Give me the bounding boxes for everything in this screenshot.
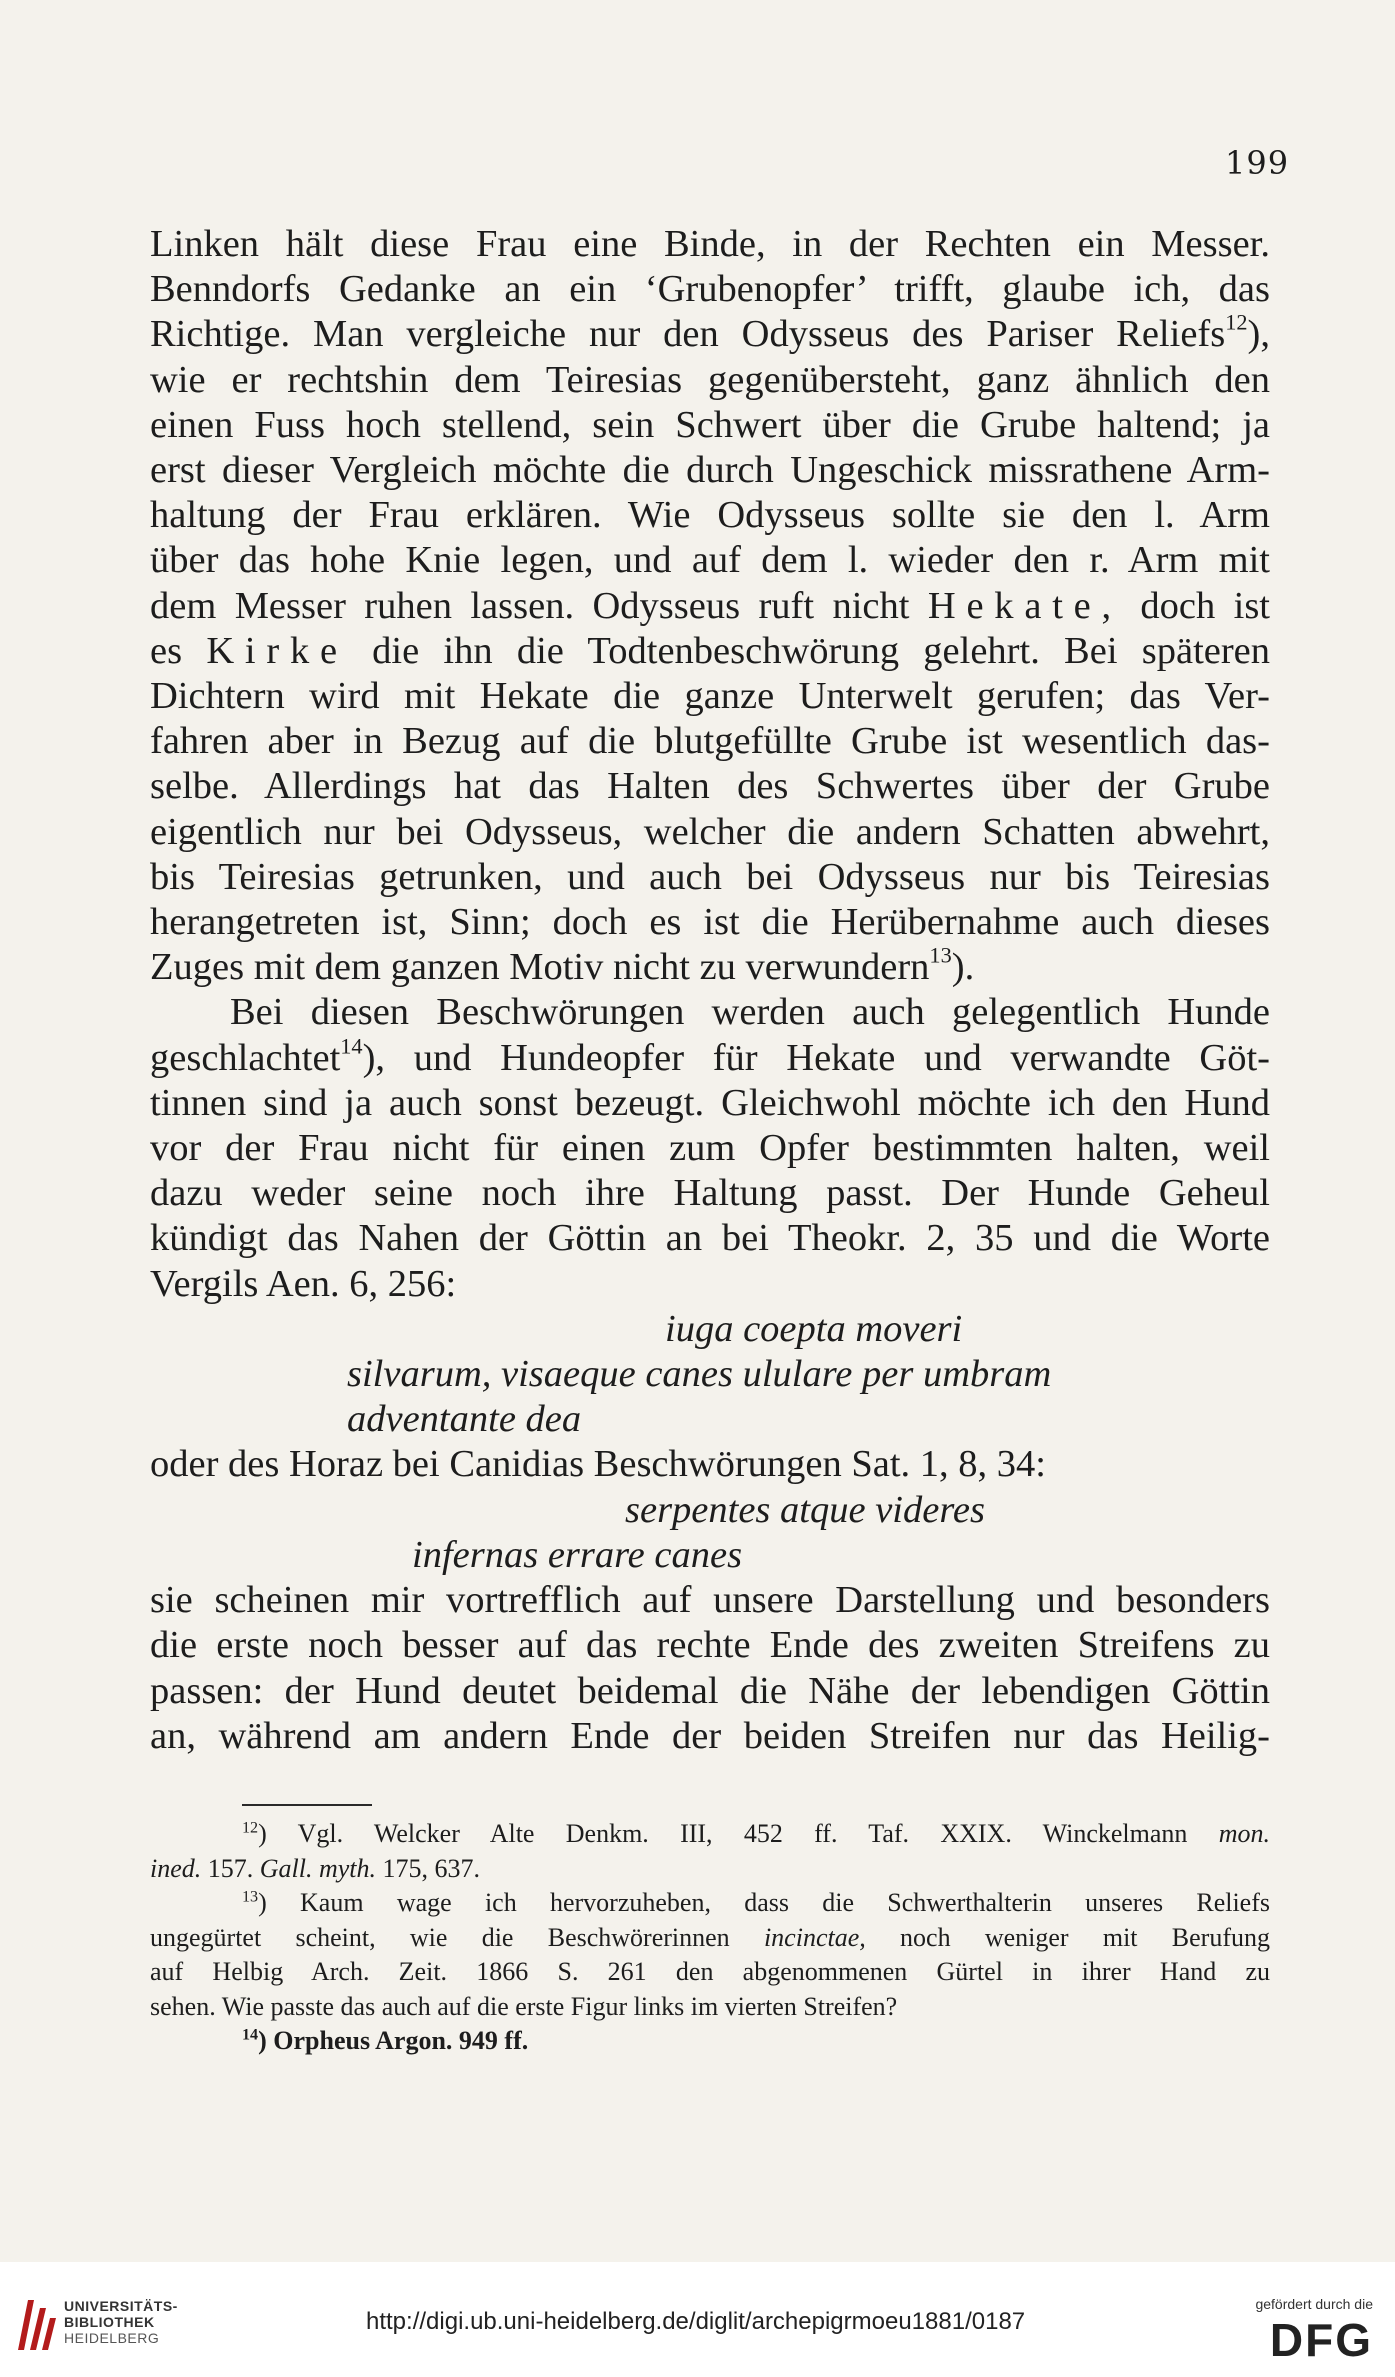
text-line: über das hohe Knie legen, und auf dem l. wieder den r. Arm mit xyxy=(150,539,1270,582)
text-line: dem Messer ruhen lassen. Odysseus ruft nicht Hekate, doch ist xyxy=(150,584,1270,627)
text-line: Dichtern wird mit Hekate die ganze Unterwelt gerufen; das Ver- xyxy=(150,675,1270,718)
text-line: selbe. Allerdings hat das Halten des Schwertes über der Grube xyxy=(150,765,1270,808)
text-line: passen: der Hund deutet beidemal die Nähe der lebendigen Göttin xyxy=(150,1669,1270,1712)
text-line: herangetreten ist, Sinn; doch es ist die Herübernahme auch dieses xyxy=(150,901,1270,944)
text-line: Vergils Aen. 6, 256: xyxy=(150,1262,457,1305)
university-library-logo-icon xyxy=(14,2294,58,2354)
verse-line: silvarum, visaeque canes ululare per umbram xyxy=(347,1353,1052,1396)
spaced-name-hekate: Hekate, xyxy=(927,584,1122,627)
text-line: bis Teiresias getrunken, und auch bei Odysseus nur bis Teiresias xyxy=(150,855,1270,898)
funder-caption: gefördert durch die xyxy=(1255,2296,1373,2312)
text-line: die erste noch besser auf das rechte Ende des zweiten Streifens zu xyxy=(150,1624,1270,1667)
footnote-14: $^{14}$) Orpheus Argon. 949 ff. xyxy=(242,2026,529,2055)
text-line: vor der Frau nicht für einen zum Opfer bestimmten halten, weil xyxy=(150,1127,1270,1170)
text-line: haltung der Frau erklären. Wie Odysseus sollte sie den l. Arm xyxy=(150,494,1270,537)
text-line: an, während am andern Ende der beiden Streifen nur das Heilig- xyxy=(150,1714,1270,1757)
verse-line: serpentes atque videres xyxy=(625,1488,985,1531)
page-number: 199 xyxy=(1225,144,1290,182)
text-line: tinnen sind ja auch sonst bezeugt. Gleichwohl möchte ich den Hund xyxy=(150,1081,1270,1124)
text-line: einen Fuss hoch stellend, sein Schwert über die Grube haltend; ja xyxy=(150,403,1270,446)
text-line: Bei diesen Beschwörungen werden auch gelegentlich Hunde xyxy=(230,991,1270,1034)
text-line: fahren aber in Bezug auf die blutgefüllte Grube ist wesentlich das- xyxy=(150,720,1270,763)
text-line: Zuges mit dem ganzen Motiv nicht zu verwundern$^{13}$). xyxy=(150,942,975,989)
footnote-line: ungegürtet scheint, wie die Beschwörerinnen incinctae, noch weniger mit Berufung xyxy=(150,1922,1271,1952)
dfg-logo: DFG xyxy=(1269,2314,1373,2366)
footnotes xyxy=(150,1817,1270,2059)
text-line: Richtige. Man vergleiche nur den Odysseus des Pariser Reliefs$^{12}$), xyxy=(150,309,1270,356)
main-text xyxy=(150,222,1270,1759)
footnote-line: auf Helbig Arch. Zeit. 1866 S. 261 den abgenommenen Gürtel in ihrer Hand zu xyxy=(150,1957,1270,1986)
text-line: geschlachtet$^{14}$), und Hundeopfer für Hekate und verwandte Göt- xyxy=(150,1032,1270,1079)
text-line: oder des Horaz bei Canidias Beschwörungen Sat. 1, 8, 34: xyxy=(150,1443,1046,1486)
footnote-ref-12: 12 xyxy=(1225,309,1248,335)
footnote-13: $^{13}$) Kaum wage ich hervorzuheben, dass die Schwerthalterin unseres Reliefs xyxy=(242,1888,1270,1917)
footnote-line: sehen. Wie passte das auch auf die erste Figur links im vierten Streifen? xyxy=(150,1991,898,2021)
text-line: Linken hält diese Frau eine Binde, in der Rechten ein Messer. xyxy=(150,223,1270,265)
text-line: sie scheinen mir vortrefflich auf unsere Darstellung und besonders xyxy=(150,1579,1270,1622)
footnote-line: ined. 157. Gall. myth. 175, 637. xyxy=(150,1853,481,1883)
verse-line: infernas errare canes xyxy=(412,1533,743,1576)
text-line: Benndorfs Gedanke an ein ‘Grubenopfer’ trifft, glaube ich, das xyxy=(150,268,1270,311)
text-line: dazu weder seine noch ihre Haltung passt. Der Hunde Geheul xyxy=(150,1172,1270,1215)
text-line: wie er rechtshin dem Teiresias gegenübersteht, ganz ähnlich den xyxy=(150,358,1270,401)
university-library-name: UNIVERSITÄTS- BIBLIOTHEK HEIDELBERG xyxy=(64,2298,178,2346)
verse-line: adventante dea xyxy=(347,1398,582,1441)
footer-bar xyxy=(0,2262,1395,2377)
permalink-url[interactable]: http://digi.ub.uni-heidelberg.de/diglit/archepigrmoeu1881/0187 xyxy=(366,2308,1026,2335)
text-line: erst dieser Vergleich möchte die durch Ungeschick missrathene Arm- xyxy=(150,449,1270,492)
verse-line: iuga coepta moveri xyxy=(665,1307,963,1350)
footnote-divider xyxy=(242,1804,372,1806)
footnote-ref-14: 14 xyxy=(340,1032,363,1058)
text-line: kündigt das Nahen der Göttin an bei Theokr. 2, 35 und die Worte xyxy=(150,1217,1270,1260)
text-line: eigentlich nur bei Odysseus, welcher die andern Schatten abwehrt, xyxy=(150,810,1270,853)
spaced-name-kirke: Kirke xyxy=(206,629,348,672)
text-line: es Kirke die ihn die Todtenbeschwörung gelehrt. Bei späteren xyxy=(150,629,1271,672)
footnote-ref-13: 13 xyxy=(929,942,952,968)
footnote-12: $^{12}$) Vgl. Welcker Alte Denkm. III, 452 ff. Taf. XXIX. Winckelmann mon. xyxy=(242,1819,1271,1848)
